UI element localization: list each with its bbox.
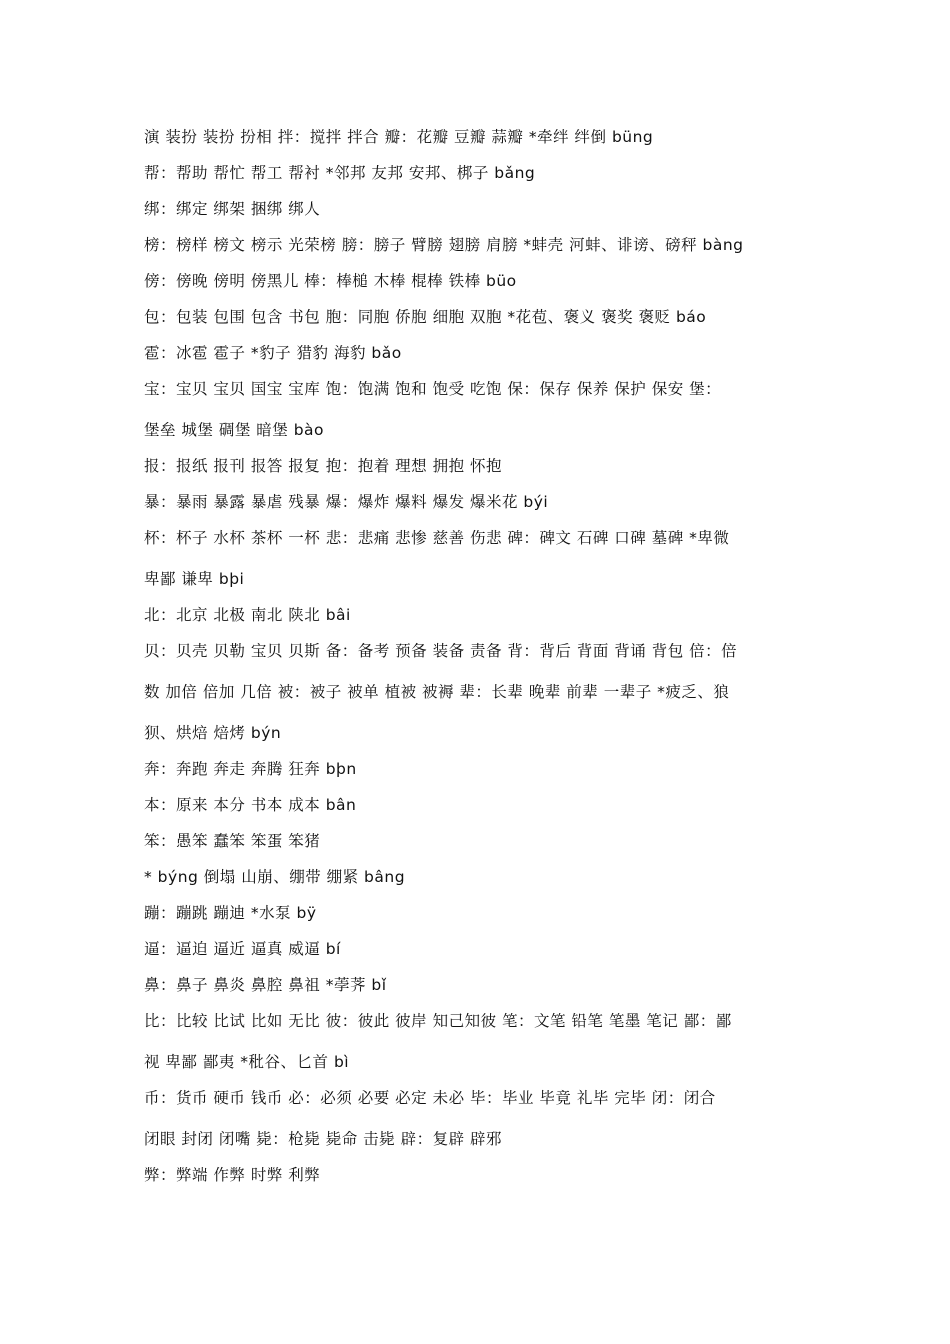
text-line-22: 蹦：蹦跳 蹦迪 *水泵 bÿ (144, 904, 317, 922)
text-line-13: 卑鄙 谦卑 bþi (144, 570, 245, 588)
text-line-23: 逼：逼迫 逼近 逼真 威逼 bí (144, 940, 341, 958)
text-line-10: 报：报纸 报刊 报答 报复 抱：抱着 理想 拥抱 怀抱 (144, 457, 502, 475)
text-line-17: 狈、烘焙 焙烤 býn (144, 724, 282, 742)
text-line-16: 数 加倍 倍加 几倍 被：被子 被单 植被 被褥 辈：长辈 晚辈 前辈 一辈子 *疲乏、狼 (144, 683, 730, 701)
text-line-26: 视 卑鄙 鄙夷 *秕谷、匕首 bì (144, 1053, 350, 1071)
text-line-9: 堡垒 城堡 碉堡 暗堡 bào (144, 421, 325, 439)
text-line-18: 奔：奔跑 奔走 奔腾 狂奔 bþn (144, 760, 357, 778)
text-line-11: 暴：暴雨 暴露 暴虐 残暴 爆：爆炸 爆料 爆发 爆米花 býi (144, 493, 549, 511)
text-line-6: 包：包装 包围 包含 书包 胞：同胞 侨胞 细胞 双胞 *花苞、褒义 褒奖 褒贬 báo (144, 308, 707, 326)
text-line-27: 币：货币 硬币 钱币 必：必须 必要 必定 未必 毕：毕业 毕竟 礼毕 完毕 闭：闭合 (144, 1089, 716, 1107)
text-line-5: 傍：傍晚 傍明 傍黑儿 棒：棒槌 木棒 棍棒 铁棒 büo (144, 272, 517, 290)
text-line-24: 鼻：鼻子 鼻炎 鼻腔 鼻祖 *荸荠 bǐ (144, 976, 387, 994)
text-line-15: 贝：贝壳 贝勒 宝贝 贝斯 备：备考 预备 装备 责备 背：背后 背面 背诵 背包 倍：倍 (144, 642, 738, 660)
text-line-1: 演 装扮 装扮 扮相 拌：搅拌 拌合 瓣：花瓣 豆瓣 蒜瓣 *牵绊 绊倒 büng (144, 128, 654, 146)
text-line-20: 笨：愚笨 蠢笨 笨蛋 笨猪 (144, 832, 321, 850)
text-line-21: * býng 倒塌 山崩、绷带 绷紧 bâng (144, 868, 406, 886)
text-line-2: 帮：帮助 帮忙 帮工 帮衬 *邻邦 友邦 安邦、梆子 bǎng (144, 164, 536, 182)
text-line-19: 本：原来 本分 书本 成本 bân (144, 796, 357, 814)
text-line-29: 弊：弊端 作弊 时弊 利弊 (144, 1166, 321, 1184)
text-line-12: 杯：杯子 水杯 茶杯 一杯 悲：悲痛 悲惨 慈善 伤悲 碑：碑文 石碑 口碑 墓碑 *卑微 (144, 529, 730, 547)
text-line-14: 北：北京 北极 南北 陕北 bâi (144, 606, 351, 624)
text-line-8: 宝：宝贝 宝贝 国宝 宝库 饱：饱满 饱和 饱受 吃饱 保：保存 保养 保护 保安 堡： (144, 380, 722, 398)
text-line-4: 榜：榜样 榜文 榜示 光荣榜 膀：膀子 臂膀 翅膀 肩膀 *蚌壳 河蚌、诽谤、磅秤 bàng (144, 236, 744, 254)
text-line-28: 闭眼 封闭 闭嘴 毙：枪毙 毙命 击毙 辟：复辟 辟邪 (144, 1130, 502, 1148)
text-line-7: 雹：冰雹 雹子 *豹子 猎豹 海豹 bǎo (144, 344, 402, 362)
text-line-3: 绑：绑定 绑架 捆绑 绑人 (144, 200, 321, 218)
text-line-25: 比：比较 比试 比如 无比 彼：彼此 彼岸 知己知彼 笔：文笔 铅笔 笔墨 笔记 鄙：鄙 (144, 1012, 732, 1030)
